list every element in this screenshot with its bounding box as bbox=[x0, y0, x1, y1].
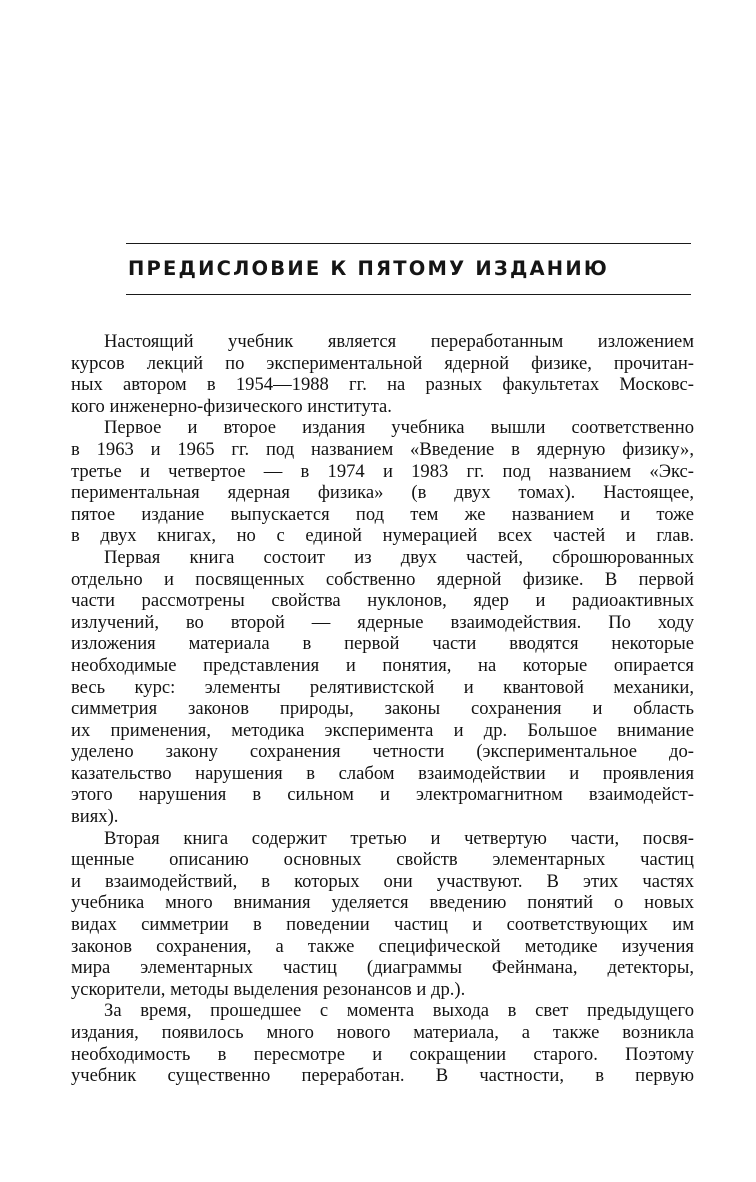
text-line: части рассмотрены свойства нуклонов, ядер и радиоактивных bbox=[71, 590, 694, 612]
text-line: периментальная ядерная физика» (в двух томах). Настоящее, bbox=[71, 482, 694, 504]
text-line: излучений, во второй — ядерные взаимодействия. По ходу bbox=[71, 611, 694, 633]
text-line: мира элементарных частиц (диаграммы Фейнмана, детекторы, bbox=[71, 957, 694, 979]
text-line: Настоящий учебник является переработанным изложением bbox=[104, 331, 694, 352]
heading-rule-bottom bbox=[126, 294, 691, 295]
text-line: виях). bbox=[71, 806, 119, 828]
paragraph-3 bbox=[71, 547, 694, 828]
text-line: их применения, методика эксперимента и др. Большое внимание bbox=[71, 719, 694, 741]
text-line: и взаимодействий, в которых они участвуют. В этих частях bbox=[71, 870, 694, 892]
text-line: законов сохранения, а также специфической методике изучения bbox=[71, 935, 694, 957]
preface-body bbox=[71, 331, 694, 1087]
text-line: весь курс: элементы релятивистской и квантовой механики, bbox=[71, 676, 694, 698]
paragraph-1 bbox=[71, 331, 694, 417]
text-line: казательство нарушения в слабом взаимодействии и проявления bbox=[71, 762, 694, 784]
text-line: щенные описанию основных свойств элементарных частиц bbox=[71, 849, 694, 871]
text-line: За время, прошедшее с момента выхода в свет предыдущего bbox=[104, 1000, 694, 1022]
text-line: учебник существенно переработан. В частности, в первую bbox=[71, 1065, 694, 1087]
text-line: отдельно и посвященных собственно ядерной физике. В первой bbox=[71, 568, 694, 590]
text-line: изложения материала в первой части вводятся некоторые bbox=[71, 633, 694, 655]
text-line: ных автором в 1954—1988 гг. на разных факультетах Московс- bbox=[71, 374, 694, 396]
text-line: уделено закону сохранения четности (экспериментальное до- bbox=[71, 741, 694, 763]
text-line: в 1963 и 1965 гг. под названием «Введение в ядерную физику», bbox=[71, 438, 694, 460]
paragraph-5 bbox=[71, 1000, 694, 1086]
text-line: видах симметрии в поведении частиц и соответствующих им bbox=[71, 914, 694, 936]
text-line: третье и четвертое — в 1974 и 1983 гг. под названием «Экс- bbox=[71, 460, 694, 482]
text-line: Первая книга состоит из двух частей, сброшюрованных bbox=[104, 546, 694, 568]
text-line: курсов лекций по экспериментальной ядерной физике, прочитан- bbox=[71, 352, 694, 374]
text-line: этого нарушения в сильном и электромагнитном взаимодейст- bbox=[71, 784, 694, 806]
heading-rule-top bbox=[126, 243, 691, 244]
text-line: ускорители, методы выделения резонансов и др.). bbox=[71, 978, 466, 1000]
text-line: издания, появилось много нового материала, а также возникла bbox=[71, 1022, 694, 1043]
text-line: в двух книгах, но с единой нумерацией всех частей и глав. bbox=[71, 525, 694, 547]
page-title: ПРЕДИСЛОВИЕ К ПЯТОМУ ИЗДАНИЮ bbox=[128, 257, 609, 280]
text-line: Первое и второе издания учебника вышли соответственно bbox=[104, 417, 694, 439]
paragraph-4 bbox=[71, 828, 694, 1001]
text-line: Вторая книга содержит третью и четвертую части, посвя- bbox=[104, 827, 694, 849]
text-line: необходимые представления и понятия, на которые опирается bbox=[71, 654, 694, 676]
text-line: учебника много внимания уделяется введению понятий о новых bbox=[71, 892, 694, 914]
paragraph-2 bbox=[71, 417, 694, 547]
text-line: кого инженерно-физического института. bbox=[71, 395, 392, 417]
text-line: симметрия законов природы, законы сохранения и область bbox=[71, 698, 694, 720]
text-line: необходимость в пересмотре и сокращении старого. Поэтому bbox=[71, 1043, 694, 1065]
text-line: пятое издание выпускается под тем же названием и тоже bbox=[71, 503, 694, 525]
